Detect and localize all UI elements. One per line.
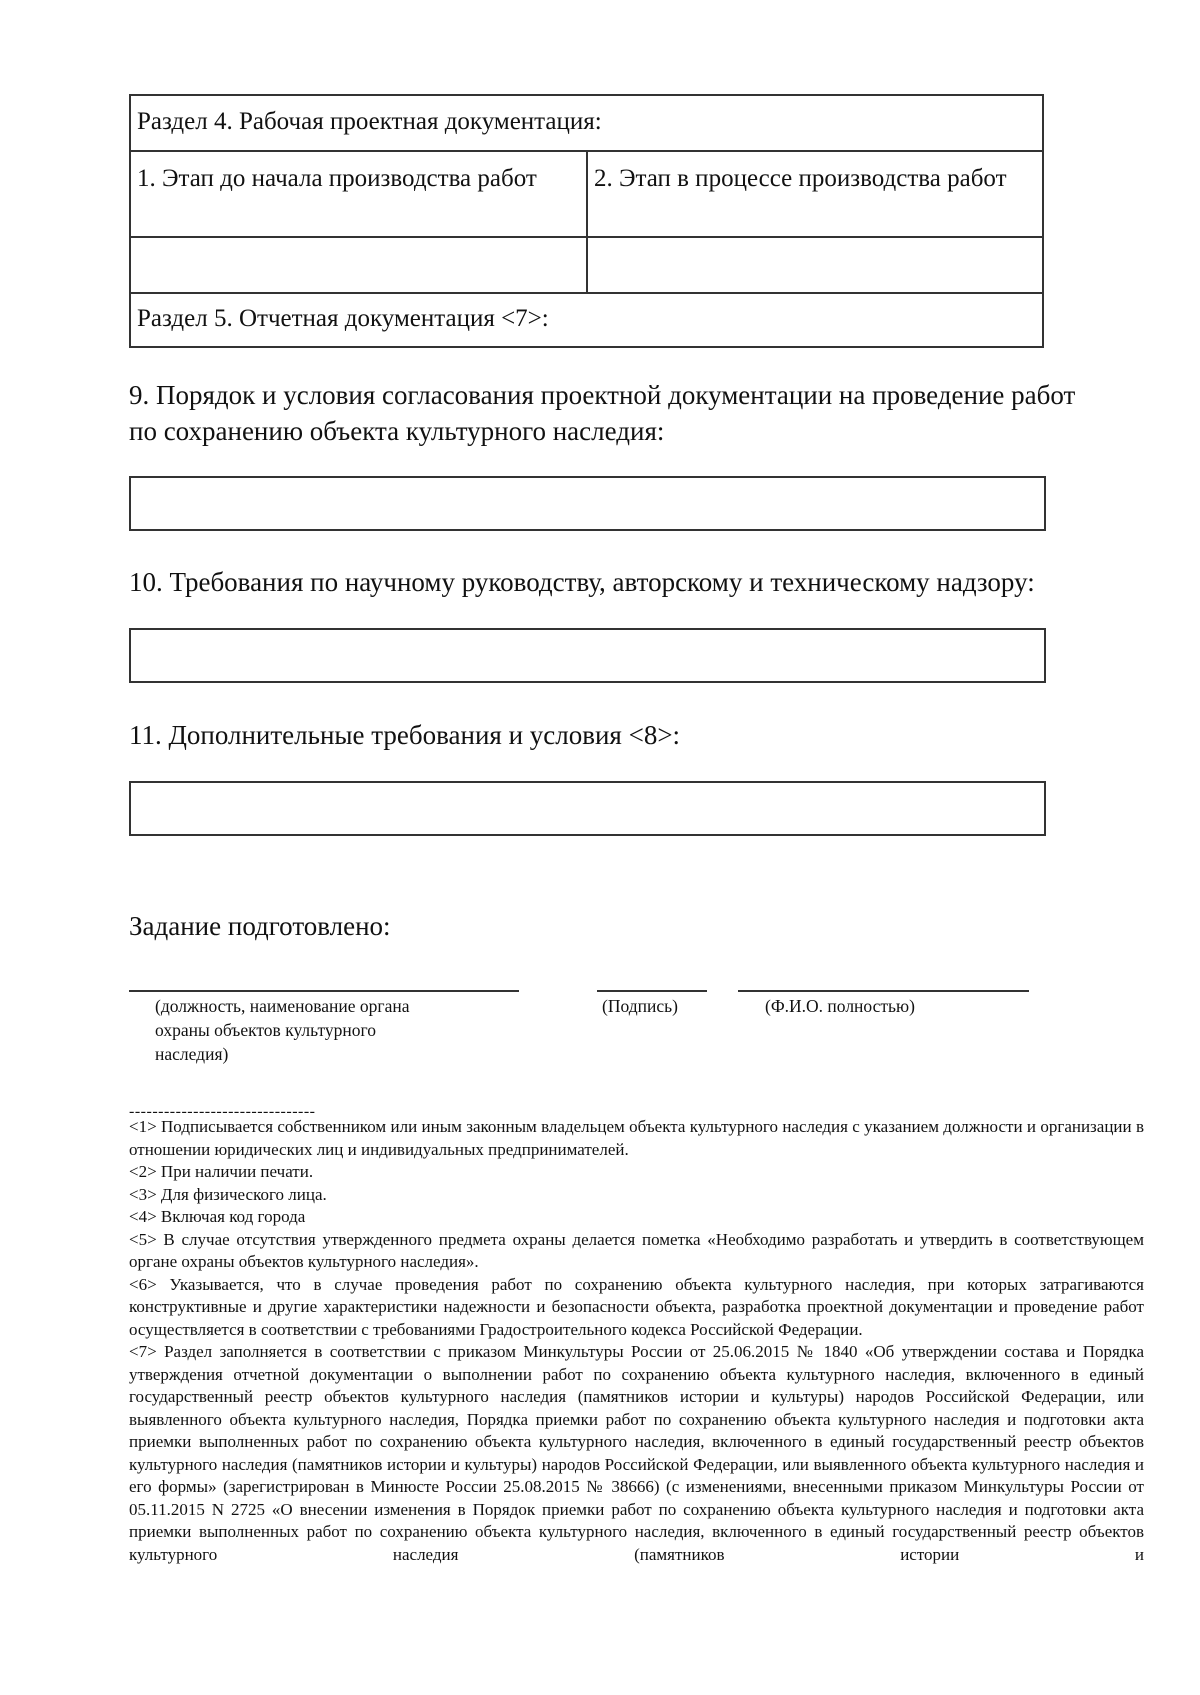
section4-row — [131, 96, 1042, 152]
item10-field[interactable] — [129, 628, 1046, 683]
footnote-4: <4> Включая код города — [129, 1207, 306, 1226]
footnote-separator: -------------------------------- — [129, 1103, 316, 1120]
name-line[interactable] — [738, 990, 1029, 992]
footnote-1: <1> Подписывается собственником или иным законным владельцем объекта культурного наследия с указанием должности и организации в отношении юридических лиц и индивидуальных предпринимателей. — [129, 1117, 1144, 1159]
section5-title: Раздел 5. Отчетная документация <7>: — [137, 305, 549, 332]
footnote-2: <2> При наличии печати. — [129, 1162, 314, 1181]
position-caption: (должность, наименование органа охраны объектов культурного наследия) — [155, 996, 410, 1064]
item9-field[interactable] — [129, 476, 1046, 531]
stages-row — [131, 152, 1042, 238]
section4-title: Раздел 4. Рабочая проектная документация: — [137, 108, 602, 135]
item11-field[interactable] — [129, 781, 1046, 836]
prepared-label: Задание подготовлено: — [129, 911, 391, 941]
stage2-field[interactable] — [588, 238, 1042, 292]
footnotes — [129, 1116, 1144, 1566]
footnote-6: <6> Указывается, что в случае проведения работ по сохранению объекта культурного наследия, при которых затрагиваются конструктивные и другие характеристики надежности и безопасности объекта, разработка проектной документации и проведение работ осуществляется в соответствии с требованиями Градостроительного кодекса Российской Федерации. — [129, 1274, 1144, 1339]
stage1-field[interactable] — [131, 238, 588, 292]
section5-row — [131, 294, 1042, 346]
stage1-label: 1. Этап до начала производства работ — [131, 152, 588, 236]
footnote-7: <7> Раздел заполняется в соответствии с приказом Минкультуры России от 25.06.2015 № 1840 «Об утверждении состава и Порядка утверждения отчетной документации о выполнении работ по сохранению объекта культурного наследия, включенного в единый государственный реестр объектов культурного наследия (памятников истории и культуры) народов Российской Федерации, или выявленного объекта культурного наследия, Порядка приемки работ по сохранению объекта культурного наследия и подготовки акта приемки выполненных работ по сохранению объекта культурного наследия, включенного в единый государственный реестр объектов культурного наследия (памятников истории и культуры) народов Российской Федерации, или выявленного объекта культурного наследия и его формы» (зарегистрирован в Минюсте России 25.08.2015 № 38666) (с изменениями, внесенными приказом Минкультуры России от 05.11.2015 N 2725 «О внесении изменения в Порядок приемки работ по сохранению объекта культурного наследия и подготовки акта приемки выполненных работ по сохранению объекта культурного наследия, включенного в единый государственный реестр объектов культурного наследия (памятников истории и — [129, 1342, 1144, 1564]
footnote-5: <5> В случае отсутствия утвержденного предмета охраны делается пометка «Необходимо разработать и утвердить в соответствующем органе охраны объектов культурного наследия». — [129, 1229, 1144, 1271]
item9-heading: 9. Порядок и условия согласования проектной документации на проведение работ по сохранению объекта культурного наследия: — [129, 380, 1076, 446]
stage2-label: 2. Этап в процессе производства работ — [594, 165, 1007, 192]
signature-caption: (Подпись) — [602, 996, 678, 1016]
item10-heading: 10. Требования по научному руководству, авторскому и техническому надзору: — [129, 567, 1035, 597]
footnote-3: <3> Для физического лица. — [129, 1184, 327, 1204]
signature-line[interactable] — [597, 990, 707, 992]
sections-table — [129, 94, 1044, 348]
position-line[interactable] — [129, 990, 519, 992]
item11-heading: 11. Дополнительные требования и условия <8>: — [129, 720, 681, 750]
name-caption: (Ф.И.О. полностью) — [765, 996, 915, 1016]
stages-empty-row — [131, 238, 1042, 294]
